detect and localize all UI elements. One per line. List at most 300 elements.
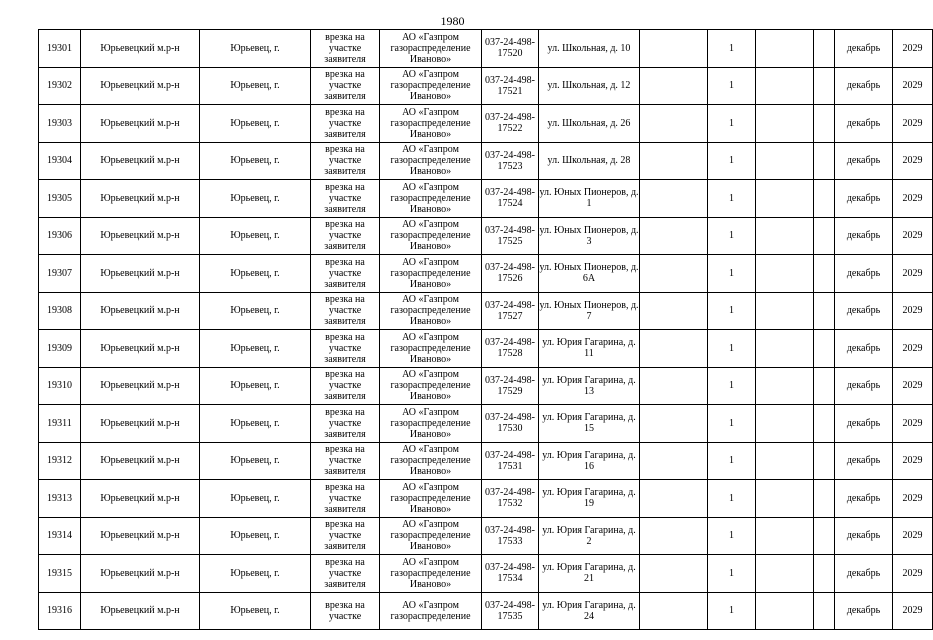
connection-type-cell xyxy=(311,367,380,405)
month-cell-text: декабрь xyxy=(846,230,881,242)
address-cell-text: ул. Юрия Гагарина, д. 24 xyxy=(542,599,636,622)
year-cell-text: 2029 xyxy=(902,342,923,354)
district-cell xyxy=(81,592,200,630)
organization-cell xyxy=(380,292,482,330)
row-number-cell xyxy=(39,330,81,368)
settlement-cell xyxy=(200,480,311,518)
empty-cell xyxy=(756,330,814,368)
row-number-cell xyxy=(39,480,81,518)
empty-cell xyxy=(640,555,708,593)
request-code-cell xyxy=(482,180,539,218)
gas-connection-table xyxy=(38,29,933,630)
address-cell-text: ул. Юрия Гагарина, д. 16 xyxy=(542,449,636,472)
organization-cell-text: АО «Газпром газораспределение Иваново» xyxy=(390,444,471,478)
district-cell xyxy=(81,30,200,68)
month-cell xyxy=(835,255,893,293)
empty-cell xyxy=(814,367,835,405)
month-cell-text: декабрь xyxy=(846,305,881,317)
request-code-cell xyxy=(482,217,539,255)
connection-type-cell xyxy=(311,517,380,555)
month-cell xyxy=(835,405,893,443)
year-cell xyxy=(893,67,933,105)
district-cell-text: Юрьевецкий м.р-н xyxy=(100,605,180,617)
settlement-cell-text: Юрьевец, г. xyxy=(230,342,280,354)
organization-cell xyxy=(380,555,482,593)
quantity-cell xyxy=(708,105,756,143)
quantity-cell xyxy=(708,292,756,330)
district-cell xyxy=(81,480,200,518)
request-code-cell xyxy=(482,442,539,480)
settlement-cell-text: Юрьевец, г. xyxy=(230,567,280,579)
month-cell-text: декабрь xyxy=(846,567,881,579)
connection-type-cell-text: врезка на участке заявителя xyxy=(324,106,366,140)
settlement-cell-text: Юрьевец, г. xyxy=(230,117,280,129)
request-code-cell-text: 037-24-498-17525 xyxy=(485,224,535,247)
settlement-cell xyxy=(200,142,311,180)
request-code-cell xyxy=(482,517,539,555)
district-cell xyxy=(81,517,200,555)
connection-type-cell-text: врезка на участке заявителя xyxy=(324,369,366,403)
request-code-cell-text: 037-24-498-17535 xyxy=(485,599,535,622)
settlement-cell-text: Юрьевец, г. xyxy=(230,155,280,167)
row-number-cell-text: 19313 xyxy=(47,492,72,504)
table-row xyxy=(39,105,933,143)
request-code-cell xyxy=(482,592,539,630)
connection-type-cell-text: врезка на участке заявителя xyxy=(324,331,366,365)
quantity-cell-text: 1 xyxy=(729,305,734,317)
request-code-cell xyxy=(482,330,539,368)
settlement-cell-text: Юрьевец, г. xyxy=(230,42,280,54)
quantity-cell-text: 1 xyxy=(729,42,734,54)
row-number-cell xyxy=(39,142,81,180)
connection-type-cell xyxy=(311,142,380,180)
district-cell xyxy=(81,180,200,218)
request-code-cell-text: 037-24-498-17524 xyxy=(485,187,535,210)
empty-cell xyxy=(814,555,835,593)
year-cell-text: 2029 xyxy=(902,267,923,279)
connection-type-cell xyxy=(311,67,380,105)
district-cell-text: Юрьевецкий м.р-н xyxy=(100,192,180,204)
settlement-cell xyxy=(200,330,311,368)
quantity-cell xyxy=(708,480,756,518)
quantity-cell-text: 1 xyxy=(729,117,734,129)
address-cell-text: ул. Юных Пионеров, д. 6А xyxy=(539,262,639,285)
settlement-cell xyxy=(200,67,311,105)
empty-cell xyxy=(640,67,708,105)
district-cell-text: Юрьевецкий м.р-н xyxy=(100,42,180,54)
table-row xyxy=(39,517,933,555)
address-cell-text: ул. Юрия Гагарина, д. 11 xyxy=(542,337,636,360)
month-cell xyxy=(835,180,893,218)
district-cell xyxy=(81,292,200,330)
row-number-cell-text: 19312 xyxy=(47,455,72,467)
empty-cell xyxy=(640,592,708,630)
empty-cell xyxy=(640,367,708,405)
request-code-cell xyxy=(482,30,539,68)
connection-type-cell-text: врезка на участке заявителя xyxy=(324,69,366,103)
empty-cell xyxy=(814,592,835,630)
settlement-cell xyxy=(200,555,311,593)
month-cell xyxy=(835,105,893,143)
year-cell xyxy=(893,330,933,368)
address-cell xyxy=(539,480,640,518)
row-number-cell xyxy=(39,405,81,443)
quantity-cell-text: 1 xyxy=(729,492,734,504)
settlement-cell xyxy=(200,180,311,218)
empty-cell xyxy=(756,480,814,518)
quantity-cell xyxy=(708,142,756,180)
district-cell-text: Юрьевецкий м.р-н xyxy=(100,117,180,129)
table-row xyxy=(39,367,933,405)
empty-cell xyxy=(814,105,835,143)
year-cell xyxy=(893,555,933,593)
quantity-cell xyxy=(708,255,756,293)
connection-type-cell-text: врезка на участке xyxy=(325,599,365,622)
empty-cell xyxy=(640,480,708,518)
quantity-cell-text: 1 xyxy=(729,605,734,617)
month-cell xyxy=(835,142,893,180)
empty-cell xyxy=(756,105,814,143)
month-cell-text: декабрь xyxy=(846,342,881,354)
year-cell-text: 2029 xyxy=(902,117,923,129)
address-cell-text: ул. Юных Пионеров, д. 3 xyxy=(539,224,639,247)
year-cell-text: 2029 xyxy=(902,567,923,579)
year-cell-text: 2029 xyxy=(902,80,923,92)
district-cell-text: Юрьевецкий м.р-н xyxy=(100,455,180,467)
organization-cell xyxy=(380,330,482,368)
organization-cell-text: АО «Газпром газораспределение Иваново» xyxy=(390,219,471,253)
month-cell xyxy=(835,555,893,593)
organization-cell-text: АО «Газпром газораспределение Иваново» xyxy=(390,481,471,515)
district-cell xyxy=(81,330,200,368)
address-cell xyxy=(539,217,640,255)
organization-cell xyxy=(380,592,482,630)
month-cell-text: декабрь xyxy=(846,80,881,92)
empty-cell xyxy=(756,292,814,330)
district-cell-text: Юрьевецкий м.р-н xyxy=(100,305,180,317)
request-code-cell xyxy=(482,292,539,330)
month-cell xyxy=(835,367,893,405)
address-cell-text: ул. Школьная, д. 28 xyxy=(547,155,631,167)
address-cell xyxy=(539,292,640,330)
month-cell xyxy=(835,67,893,105)
year-cell xyxy=(893,405,933,443)
organization-cell xyxy=(380,517,482,555)
request-code-cell xyxy=(482,555,539,593)
year-cell xyxy=(893,105,933,143)
address-cell xyxy=(539,517,640,555)
district-cell-text: Юрьевецкий м.р-н xyxy=(100,417,180,429)
connection-type-cell-text: врезка на участке заявителя xyxy=(324,144,366,178)
empty-cell xyxy=(640,105,708,143)
year-cell xyxy=(893,442,933,480)
request-code-cell-text: 037-24-498-17532 xyxy=(485,487,535,510)
district-cell xyxy=(81,105,200,143)
organization-cell xyxy=(380,217,482,255)
year-cell-text: 2029 xyxy=(902,192,923,204)
month-cell-text: декабрь xyxy=(846,267,881,279)
settlement-cell xyxy=(200,105,311,143)
settlement-cell-text: Юрьевец, г. xyxy=(230,530,280,542)
quantity-cell xyxy=(708,330,756,368)
empty-cell xyxy=(814,292,835,330)
connection-type-cell xyxy=(311,292,380,330)
quantity-cell-text: 1 xyxy=(729,567,734,579)
year-cell xyxy=(893,217,933,255)
connection-type-cell xyxy=(311,330,380,368)
month-cell xyxy=(835,442,893,480)
year-cell xyxy=(893,592,933,630)
connection-type-cell xyxy=(311,442,380,480)
organization-cell xyxy=(380,180,482,218)
row-number-cell-text: 19311 xyxy=(47,417,72,429)
connection-type-cell-text: врезка на участке заявителя xyxy=(324,519,366,553)
address-cell xyxy=(539,555,640,593)
address-cell-text: ул. Школьная, д. 12 xyxy=(547,80,631,92)
year-cell-text: 2029 xyxy=(902,605,923,617)
request-code-cell xyxy=(482,367,539,405)
row-number-cell xyxy=(39,555,81,593)
settlement-cell-text: Юрьевец, г. xyxy=(230,230,280,242)
row-number-cell xyxy=(39,592,81,630)
request-code-cell-text: 037-24-498-17531 xyxy=(485,449,535,472)
empty-cell xyxy=(814,405,835,443)
settlement-cell xyxy=(200,405,311,443)
month-cell-text: декабрь xyxy=(846,155,881,167)
connection-type-cell xyxy=(311,592,380,630)
quantity-cell-text: 1 xyxy=(729,80,734,92)
empty-cell xyxy=(640,405,708,443)
empty-cell xyxy=(640,180,708,218)
quantity-cell-text: 1 xyxy=(729,380,734,392)
organization-cell-text: АО «Газпром газораспределение Иваново» xyxy=(390,331,471,365)
connection-type-cell-text: врезка на участке заявителя xyxy=(324,406,366,440)
row-number-cell xyxy=(39,105,81,143)
connection-type-cell-text: врезка на участке заявителя xyxy=(324,556,366,590)
connection-type-cell-text: врезка на участке заявителя xyxy=(324,219,366,253)
table-row xyxy=(39,255,933,293)
empty-cell xyxy=(814,442,835,480)
row-number-cell-text: 19306 xyxy=(47,230,72,242)
year-cell xyxy=(893,142,933,180)
settlement-cell xyxy=(200,30,311,68)
organization-cell-text: АО «Газпром газораспределение Иваново» xyxy=(390,69,471,103)
empty-cell xyxy=(814,480,835,518)
empty-cell xyxy=(814,255,835,293)
table-row xyxy=(39,142,933,180)
settlement-cell xyxy=(200,217,311,255)
month-cell-text: декабрь xyxy=(846,492,881,504)
page-number: 1980 xyxy=(440,14,465,28)
organization-cell-text: АО «Газпром газораспределение Иваново» xyxy=(390,106,471,140)
district-cell xyxy=(81,442,200,480)
empty-cell xyxy=(756,255,814,293)
address-cell xyxy=(539,330,640,368)
row-number-cell-text: 19315 xyxy=(47,567,72,579)
year-cell-text: 2029 xyxy=(902,230,923,242)
request-code-cell-text: 037-24-498-17522 xyxy=(485,112,535,135)
year-cell xyxy=(893,367,933,405)
empty-cell xyxy=(756,592,814,630)
month-cell xyxy=(835,592,893,630)
quantity-cell xyxy=(708,442,756,480)
row-number-cell-text: 19304 xyxy=(47,155,72,167)
request-code-cell xyxy=(482,67,539,105)
district-cell xyxy=(81,405,200,443)
quantity-cell-text: 1 xyxy=(729,530,734,542)
empty-cell xyxy=(756,67,814,105)
settlement-cell-text: Юрьевец, г. xyxy=(230,267,280,279)
year-cell xyxy=(893,30,933,68)
district-cell-text: Юрьевецкий м.р-н xyxy=(100,80,180,92)
district-cell-text: Юрьевецкий м.р-н xyxy=(100,267,180,279)
row-number-cell xyxy=(39,30,81,68)
request-code-cell-text: 037-24-498-17530 xyxy=(485,412,535,435)
month-cell-text: декабрь xyxy=(846,42,881,54)
month-cell xyxy=(835,330,893,368)
address-cell-text: ул. Школьная, д. 10 xyxy=(547,42,631,54)
organization-cell-text: АО «Газпром газораспределение Иваново» xyxy=(390,369,471,403)
year-cell xyxy=(893,292,933,330)
quantity-cell xyxy=(708,405,756,443)
row-number-cell-text: 19309 xyxy=(47,342,72,354)
empty-cell xyxy=(756,142,814,180)
month-cell xyxy=(835,292,893,330)
empty-cell xyxy=(640,442,708,480)
address-cell-text: ул. Юных Пионеров, д. 1 xyxy=(539,187,639,210)
row-number-cell xyxy=(39,217,81,255)
district-cell xyxy=(81,217,200,255)
settlement-cell xyxy=(200,592,311,630)
empty-cell xyxy=(756,217,814,255)
table-body xyxy=(39,30,933,630)
address-cell xyxy=(539,67,640,105)
district-cell-text: Юрьевецкий м.р-н xyxy=(100,530,180,542)
organization-cell-text: АО «Газпром газораспределение Иваново» xyxy=(390,519,471,553)
empty-cell xyxy=(640,30,708,68)
table-row xyxy=(39,30,933,68)
empty-cell xyxy=(640,217,708,255)
empty-cell xyxy=(756,555,814,593)
connection-type-cell-text: врезка на участке заявителя xyxy=(324,481,366,515)
table-row xyxy=(39,442,933,480)
request-code-cell-text: 037-24-498-17533 xyxy=(485,524,535,547)
quantity-cell xyxy=(708,67,756,105)
organization-cell-text: АО «Газпром газораспределение Иваново» xyxy=(390,256,471,290)
row-number-cell-text: 19302 xyxy=(47,80,72,92)
empty-cell xyxy=(756,180,814,218)
organization-cell-text: АО «Газпром газораспределение Иваново» xyxy=(390,31,471,65)
address-cell xyxy=(539,592,640,630)
table-row xyxy=(39,592,933,630)
address-cell-text: ул. Юрия Гагарина, д. 2 xyxy=(542,524,636,547)
district-cell xyxy=(81,367,200,405)
address-cell xyxy=(539,142,640,180)
district-cell-text: Юрьевецкий м.р-н xyxy=(100,342,180,354)
empty-cell xyxy=(814,180,835,218)
table-row xyxy=(39,217,933,255)
table-row xyxy=(39,555,933,593)
request-code-cell-text: 037-24-498-17527 xyxy=(485,299,535,322)
settlement-cell-text: Юрьевец, г. xyxy=(230,455,280,467)
row-number-cell-text: 19301 xyxy=(47,42,72,54)
organization-cell xyxy=(380,30,482,68)
year-cell-text: 2029 xyxy=(902,417,923,429)
empty-cell xyxy=(814,30,835,68)
empty-cell xyxy=(756,517,814,555)
empty-cell xyxy=(756,367,814,405)
row-number-cell xyxy=(39,67,81,105)
connection-type-cell-text: врезка на участке заявителя xyxy=(324,294,366,328)
settlement-cell xyxy=(200,292,311,330)
row-number-cell-text: 19316 xyxy=(47,605,72,617)
empty-cell xyxy=(814,142,835,180)
request-code-cell-text: 037-24-498-17523 xyxy=(485,149,535,172)
year-cell-text: 2029 xyxy=(902,492,923,504)
quantity-cell-text: 1 xyxy=(729,267,734,279)
quantity-cell-text: 1 xyxy=(729,155,734,167)
organization-cell xyxy=(380,367,482,405)
quantity-cell-text: 1 xyxy=(729,417,734,429)
district-cell xyxy=(81,555,200,593)
row-number-cell-text: 19303 xyxy=(47,117,72,129)
settlement-cell xyxy=(200,442,311,480)
empty-cell xyxy=(756,442,814,480)
organization-cell-text: АО «Газпром газораспределение Иваново» xyxy=(390,181,471,215)
year-cell-text: 2029 xyxy=(902,455,923,467)
empty-cell xyxy=(640,517,708,555)
month-cell xyxy=(835,517,893,555)
empty-cell xyxy=(814,217,835,255)
row-number-cell xyxy=(39,367,81,405)
table-row xyxy=(39,480,933,518)
connection-type-cell xyxy=(311,30,380,68)
address-cell-text: ул. Юрия Гагарина, д. 15 xyxy=(542,412,636,435)
request-code-cell-text: 037-24-498-17534 xyxy=(485,562,535,585)
empty-cell xyxy=(814,517,835,555)
year-cell-text: 2029 xyxy=(902,155,923,167)
row-number-cell-text: 19307 xyxy=(47,267,72,279)
settlement-cell xyxy=(200,367,311,405)
district-cell-text: Юрьевецкий м.р-н xyxy=(100,567,180,579)
settlement-cell-text: Юрьевец, г. xyxy=(230,305,280,317)
row-number-cell-text: 19308 xyxy=(47,305,72,317)
address-cell xyxy=(539,105,640,143)
row-number-cell-text: 19310 xyxy=(47,380,72,392)
year-cell xyxy=(893,480,933,518)
row-number-cell xyxy=(39,517,81,555)
empty-cell xyxy=(640,330,708,368)
organization-cell xyxy=(380,105,482,143)
address-cell-text: ул. Юрия Гагарина, д. 13 xyxy=(542,374,636,397)
quantity-cell xyxy=(708,517,756,555)
month-cell xyxy=(835,30,893,68)
settlement-cell-text: Юрьевец, г. xyxy=(230,192,280,204)
year-cell-text: 2029 xyxy=(902,530,923,542)
request-code-cell-text: 037-24-498-17521 xyxy=(485,74,535,97)
quantity-cell-text: 1 xyxy=(729,455,734,467)
request-code-cell-text: 037-24-498-17526 xyxy=(485,262,535,285)
connection-type-cell-text: врезка на участке заявителя xyxy=(324,256,366,290)
request-code-cell xyxy=(482,105,539,143)
year-cell-text: 2029 xyxy=(902,305,923,317)
quantity-cell xyxy=(708,367,756,405)
connection-type-cell-text: врезка на участке заявителя xyxy=(324,444,366,478)
month-cell-text: декабрь xyxy=(846,117,881,129)
row-number-cell-text: 19314 xyxy=(47,530,72,542)
connection-type-cell xyxy=(311,105,380,143)
request-code-cell-text: 037-24-498-17528 xyxy=(485,337,535,360)
